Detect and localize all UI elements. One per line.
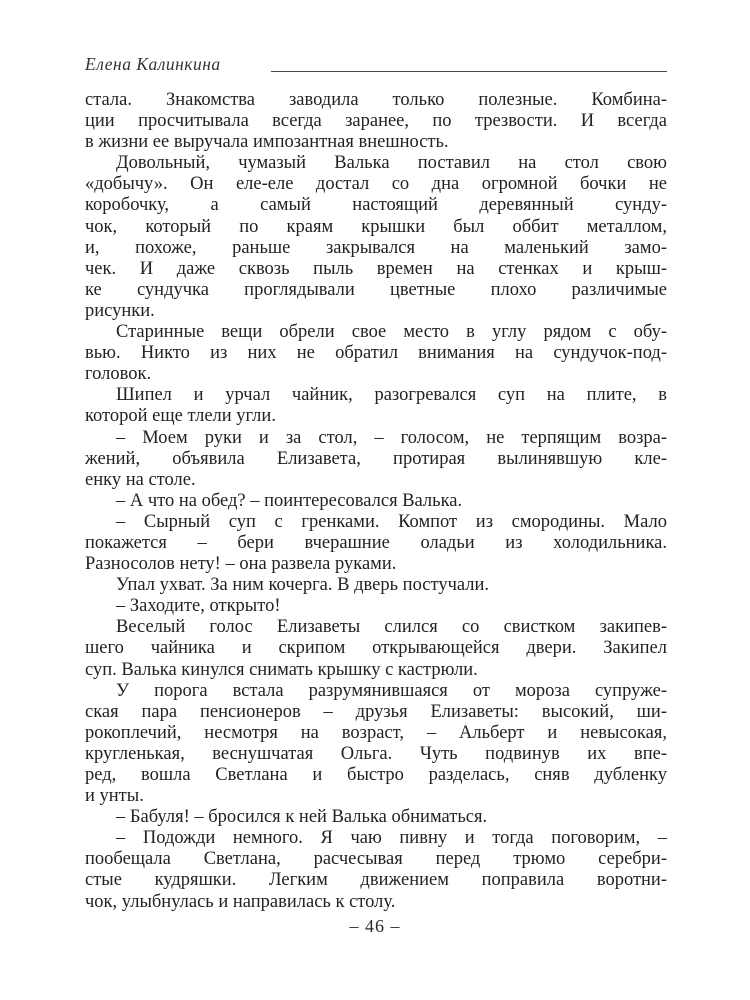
text-line: головок. xyxy=(85,364,152,385)
text-line: Шипел и урчал чайник, разогревался суп на плите, в xyxy=(116,385,667,406)
paragraph xyxy=(85,428,667,491)
body-text xyxy=(85,90,667,913)
paragraph xyxy=(85,575,667,596)
text-line: шего чайника и скрипом открывающейся двери. Закипел xyxy=(85,638,667,659)
text-line: – Заходите, открыто! xyxy=(116,596,281,617)
text-line: – Бабуля! – бросился к ней Валька обниматься. xyxy=(116,807,488,828)
text-line: вью. Никто из них не обратил внимания на сундучок-под- xyxy=(85,343,667,364)
text-line: и унты. xyxy=(85,786,144,807)
paragraph xyxy=(85,153,667,322)
text-line: ции просчитывала всегда заранее, по трезвости. И всегда xyxy=(85,111,667,132)
paragraph xyxy=(85,617,667,680)
text-line: чок, улыбнулась и направилась к столу. xyxy=(85,891,396,912)
text-line: покажется – бери вчерашние оладьи из холодильника. xyxy=(85,532,667,553)
text-line: чек. И даже сквозь пыль времен на стенках и крыш- xyxy=(85,258,667,279)
text-line: пообещала Светлана, расчесывая перед трюмо серебри- xyxy=(85,849,667,870)
text-line: и, похоже, раньше закрывался на маленький замо- xyxy=(85,237,667,258)
text-line: – Моем руки и за стол, – голосом, не терпящим возра- xyxy=(116,427,667,448)
text-line: которой еще тлели угли. xyxy=(85,406,276,427)
text-line: рисунки. xyxy=(85,300,155,321)
text-line: жений, объявила Елизавета, протирая вылинявшую кле- xyxy=(85,448,667,469)
paragraph xyxy=(85,491,667,512)
page-header xyxy=(85,54,667,76)
paragraph xyxy=(85,512,667,575)
page-footer xyxy=(0,916,750,937)
text-line: стала. Знакомства заводила только полезные. Комбина- xyxy=(85,90,667,110)
paragraph xyxy=(85,681,667,808)
text-line: ред, вошла Светлана и быстро разделась, сняв дубленку xyxy=(85,765,667,785)
text-line: коробочку, а самый настоящий деревянный сунду- xyxy=(85,195,667,216)
paragraph xyxy=(85,90,667,153)
page-number: – 46 – xyxy=(349,916,401,936)
text-line: У порога встала разрумянившаяся от мороза супруже- xyxy=(116,680,667,701)
header-rule xyxy=(271,71,667,72)
text-line: Довольный, чумазый Валька поставил на стол свою xyxy=(116,153,667,174)
text-line: чок, который по краям крышки был оббит металлом, xyxy=(85,216,667,237)
paragraph xyxy=(85,807,667,828)
text-line: енку на столе. xyxy=(85,469,196,490)
text-line: Разносолов нету! – она развела руками. xyxy=(85,554,397,575)
text-line: стые кудряшки. Легким движением поправила воротни- xyxy=(85,870,667,891)
text-line: Старинные вещи обрели свое место в углу рядом с обу- xyxy=(116,322,667,343)
text-line: суп. Валька кинулся снимать крышку с кастрюли. xyxy=(85,659,478,680)
paragraph xyxy=(85,828,667,912)
text-line: – А что на обед? – поинтересовался Валька. xyxy=(116,490,463,511)
text-line: ке сундучка проглядывали цветные плохо различимые xyxy=(85,279,667,300)
paragraph xyxy=(85,596,667,617)
paragraph xyxy=(85,322,667,385)
text-line: Упал ухват. За ним кочерга. В дверь постучали. xyxy=(116,575,490,596)
text-line: Веселый голос Елизаветы слился со свистком закипев- xyxy=(116,617,667,638)
text-line: в жизни ее выручала импозантная внешность. xyxy=(85,132,449,153)
text-line: рокоплечий, несмотря на возраст, – Альберт и невысокая, xyxy=(85,722,667,743)
text-line: – Сырный суп с гренками. Компот из смородины. Мало xyxy=(116,511,667,532)
paragraph xyxy=(85,385,667,427)
text-line: кругленькая, веснушчатая Ольга. Чуть подвинув их впе- xyxy=(85,743,667,764)
text-line: «добычу». Он еле-еле достал со дна огромной бочки не xyxy=(85,174,667,195)
author-name: Елена Калинкина xyxy=(85,54,221,74)
text-line: – Подожди немного. Я чаю пивну и тогда поговорим, – xyxy=(116,828,667,849)
text-line: ская пара пенсионеров – друзья Елизаветы: высокий, ши- xyxy=(85,701,667,722)
